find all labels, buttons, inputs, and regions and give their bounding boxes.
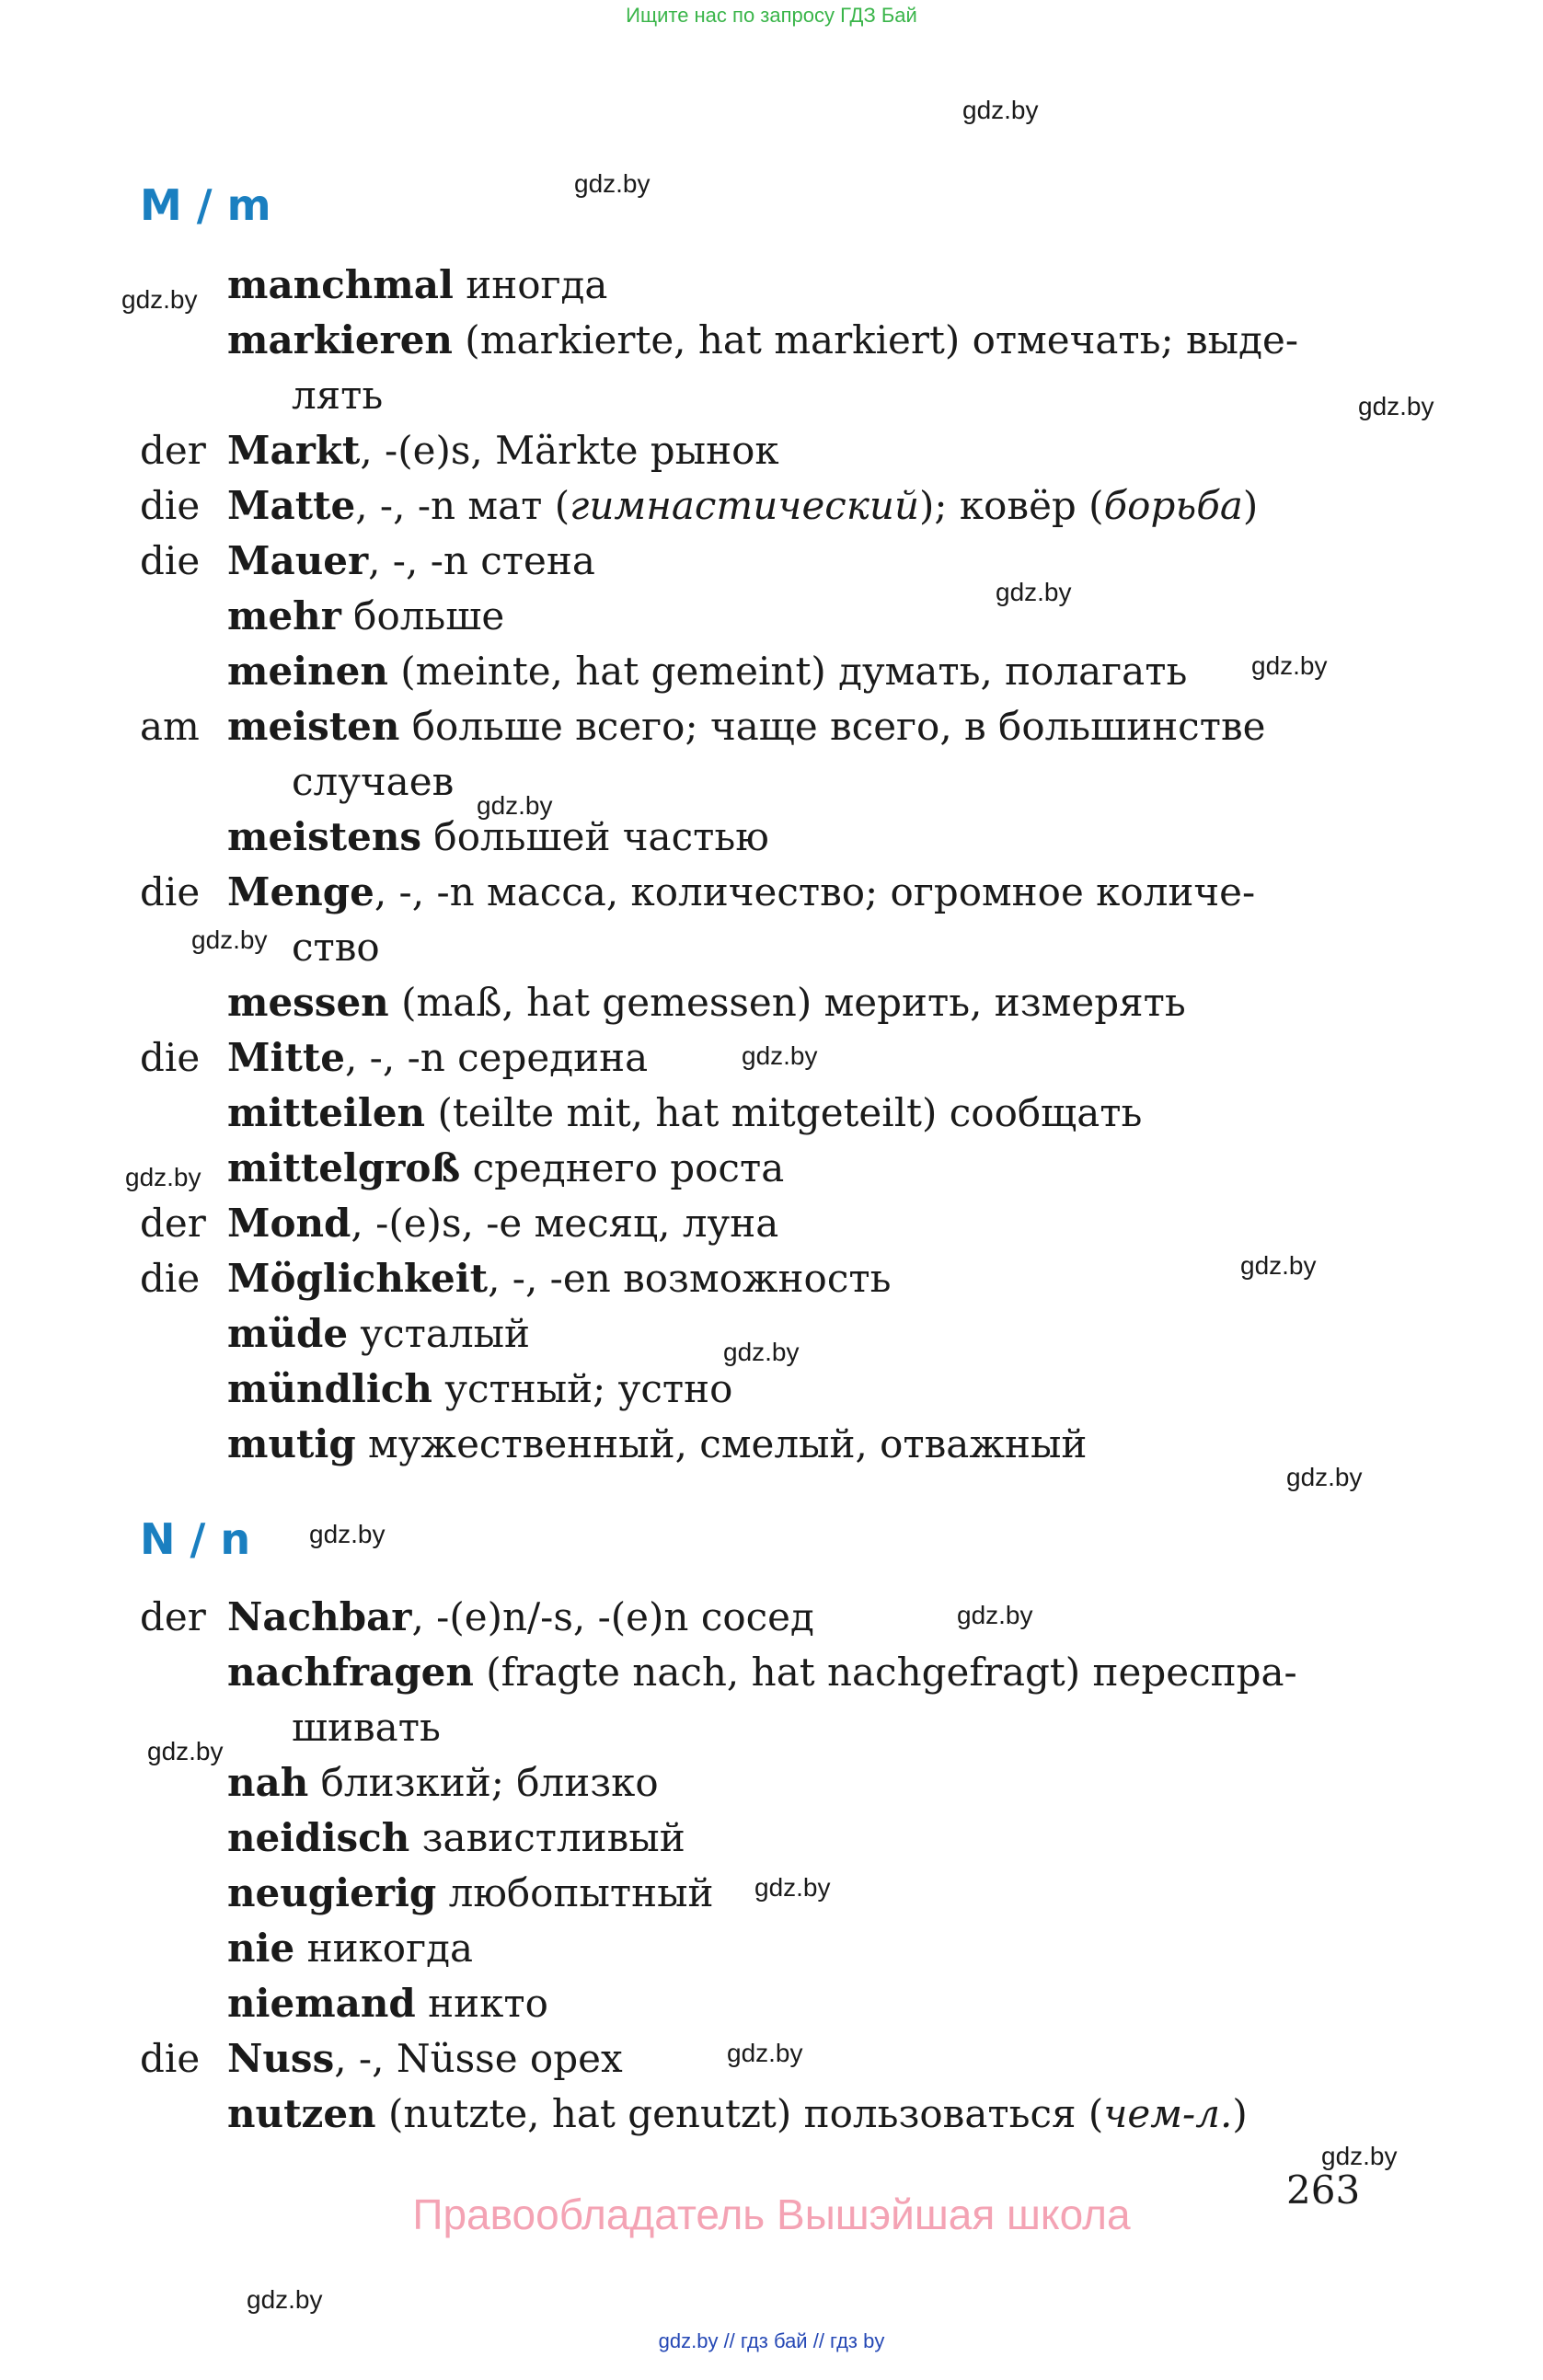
section-heading-n: N / n [140,1514,251,1564]
headword: nie [227,1926,295,1971]
entry [140,1362,1364,1417]
headword: Markt [227,428,361,473]
entry [140,313,1364,368]
watermark: gdz.by [309,1520,386,1548]
translation-italic: борьба [1103,483,1243,528]
entry-continuation [140,368,1364,423]
translation: большей частью [421,814,769,859]
translation: , -(e)s, -e месяц, луна [351,1201,779,1246]
headword: meisten [227,704,400,749]
entry [140,1030,1364,1086]
translation: среднего роста [460,1145,785,1190]
watermark: gdz.by [1321,2142,1398,2170]
entry [140,589,1364,644]
headword: nah [227,1760,309,1805]
article: die [140,869,201,914]
entry-continuation [140,920,1364,975]
entry [140,258,1364,313]
watermark: gdz.by [754,1873,831,1902]
translation: , -, -n масса, количество; огромное количе- [374,869,1256,914]
entry [140,478,1364,534]
translation: ); ковёр ( [919,483,1104,528]
headword: Nuss [227,2036,335,2081]
translation-italic: гимнастический [570,483,919,528]
watermark: gdz.by [477,791,553,820]
entry [140,1306,1364,1362]
headword: neugierig [227,1870,437,1915]
watermark: gdz.by [147,1737,224,1765]
headword: Mauer [227,538,369,583]
headword: nutzen [227,2091,376,2136]
watermark: gdz.by [723,1338,800,1366]
page-number: 263 [1286,2167,1361,2213]
headword: mittelgroß [227,1145,461,1190]
translation: (meinte, hat gemeint) думать, полагать [387,649,1188,694]
translation: , -, Nüsse орех [334,2036,623,2081]
watermark: gdz.by [574,169,651,198]
translation: случаев [292,759,455,804]
article: der [140,428,206,473]
article: der [140,1594,206,1639]
translation: (teilte mit, hat mitgeteilt) сообщать [425,1090,1143,1135]
translation: иногда [453,262,608,307]
watermark: gdz.by [742,1041,818,1070]
watermark: gdz.by [1240,1251,1317,1280]
entry [140,699,1364,754]
entry [140,1811,1364,1866]
entry [140,1417,1364,1472]
translation: любопытный [436,1870,714,1915]
headword: müde [227,1311,349,1356]
translation: (maß, hat gemessen) мерить, измерять [388,980,1186,1025]
entry [140,644,1364,699]
translation: шивать [292,1705,441,1750]
headword: mitteilen [227,1090,426,1135]
translation: , -, -en возможность [488,1256,892,1301]
headword: mündlich [227,1366,432,1411]
watermark: gdz.by [1286,1463,1363,1491]
watermark: gdz.by [1251,651,1328,680]
article: die [140,1256,201,1301]
headword: nachfragen [227,1650,474,1695]
headword: Matte [227,483,356,528]
entry [140,865,1364,920]
watermark: gdz.by [962,96,1039,124]
watermark: gdz.by [247,2285,323,2314]
translation: никто [415,1981,548,2026]
article: die [140,1035,201,1080]
headword: manchmal [227,262,454,307]
watermark: gdz.by [191,926,268,954]
watermark: gdz.by [957,1601,1033,1629]
translation: лять [292,373,384,418]
translation: , -(e)s, Märkte рынок [360,428,779,473]
article: die [140,483,201,528]
headword: Mitte [227,1035,345,1080]
watermark: gdz.by [121,285,198,314]
translation: мужественный, смелый, отважный [355,1421,1088,1466]
article: der [140,1201,206,1246]
section-heading-m: M / m [140,180,271,230]
translation: ) [1232,2091,1248,2136]
article: die [140,2036,201,2081]
entry-continuation [140,754,1364,810]
translation: больше [340,593,505,638]
watermark: gdz.by [727,2039,803,2067]
headword: neidisch [227,1815,410,1860]
entry [140,1755,1364,1811]
headword: Möglichkeit [227,1256,489,1301]
translation: усталый [348,1311,531,1356]
entry-continuation [140,1700,1364,1755]
translation: (nutzte, hat genutzt) пользоваться ( [375,2091,1104,2136]
entry [140,1251,1364,1306]
watermark: gdz.by [1358,392,1434,420]
headword: Mond [227,1201,351,1246]
watermark: gdz.by [125,1163,202,1191]
headword: mehr [227,593,341,638]
entry [140,1976,1364,2031]
entry [140,1086,1364,1141]
headword: messen [227,980,389,1025]
entry [140,975,1364,1030]
translation: , -, -n середина [344,1035,649,1080]
watermark: gdz.by [996,578,1072,606]
entry [140,810,1364,865]
headword: niemand [227,1981,416,2026]
headword: Menge [227,869,374,914]
translation: ство [292,925,380,970]
translation: (fragte nach, hat nachgefragt) переспра- [473,1650,1297,1695]
headword: meinen [227,649,388,694]
translation: близкий; близко [308,1760,659,1805]
entry [140,1866,1364,1921]
entry [140,1921,1364,1976]
headword: Nachbar [227,1594,412,1639]
translation: ) [1242,483,1259,528]
headword: meistens [227,814,422,859]
translation: больше всего; чаще всего, в большинстве [399,704,1266,749]
translation-italic: чем-л. [1103,2091,1233,2136]
entry [140,534,1364,589]
translation: , -, -n мат ( [355,483,570,528]
entry [140,2031,1364,2087]
entry [140,1196,1364,1251]
entry [140,1141,1364,1196]
translation: никогда [294,1926,473,1971]
translation: , -(e)n/-s, -(e)n сосед [411,1594,814,1639]
translation: завистливый [409,1815,685,1860]
article: am [140,704,200,749]
entry [140,1590,1364,1645]
entry [140,423,1364,478]
top-banner: Ищите нас по запросу ГДЗ Бай [626,4,917,27]
headword: mutig [227,1421,356,1466]
translation: , -, -n стена [368,538,595,583]
headword: markieren [227,317,453,362]
entry [140,1645,1364,1700]
translation: устный; устно [432,1366,733,1411]
footer-links[interactable]: gdz.by // гдз бай // гдз by [658,2329,885,2352]
translation: (markierte, hat markiert) отмечать; выде- [452,317,1299,362]
copyright-owner: Правообладатель Вышэйшая школа [412,2190,1131,2238]
entry [140,2087,1364,2142]
article: die [140,538,201,583]
